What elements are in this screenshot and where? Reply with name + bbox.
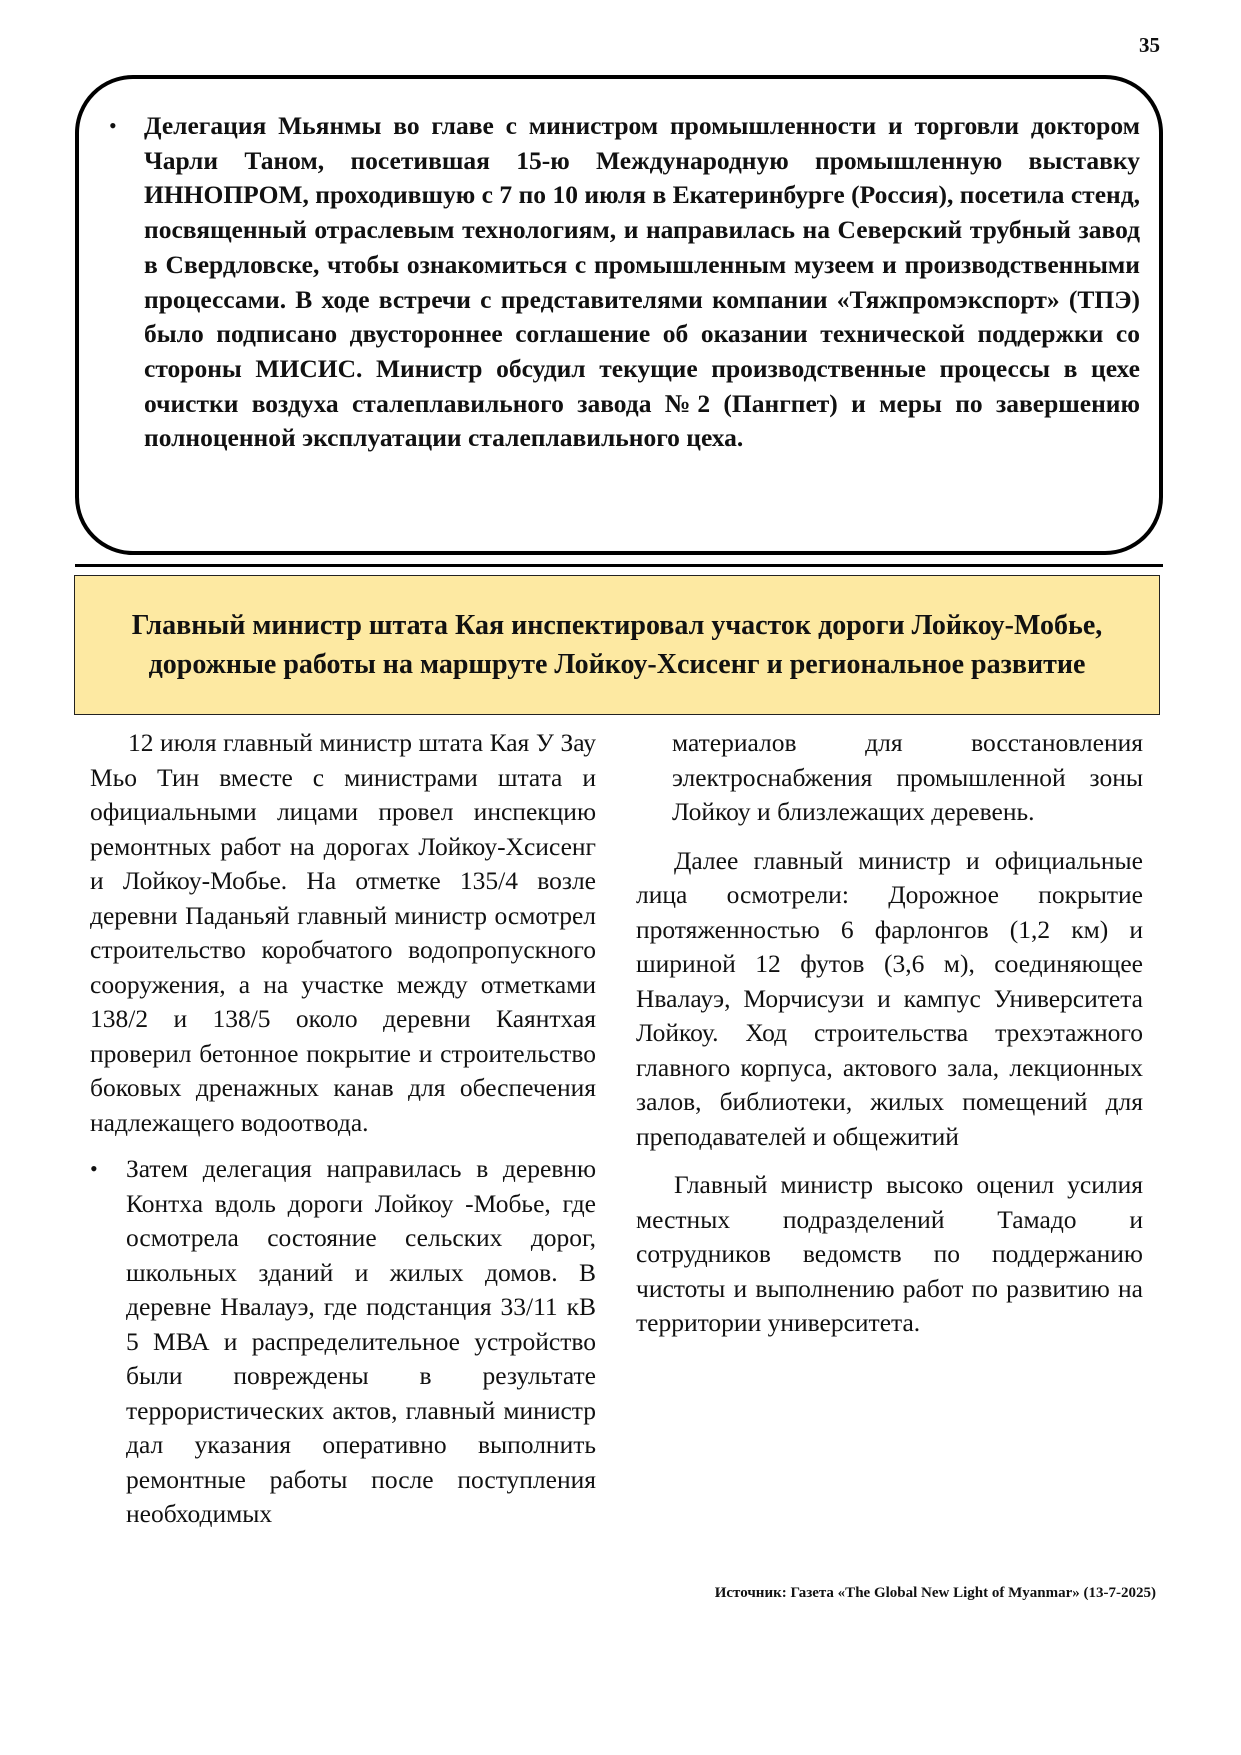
section-divider <box>75 564 1163 567</box>
continuation-paragraph: материалов для восстановления электроснабжения промышленной зоны Лойкоу и близлежащих деревень. <box>672 728 1143 826</box>
bullet-icon: • <box>90 1156 98 1181</box>
bullet-paragraph <box>90 1152 596 1532</box>
summary-box <box>75 75 1163 555</box>
headline-box <box>74 575 1160 715</box>
source-citation: Источник: Газета «The Global New Light of Myanmar» (13-7-2025) <box>714 1585 1156 1601</box>
summary-bullet-text: Делегация Мьянмы во главе с министром промышленности и торговли доктором Чарли Таном, посетившая 15-ю Международную промышленную выставку ИННОПРОМ, проходившую с 7 по 10 июля в Екатеринбурге (Россия), посетила стенд, посвященный отраслевым технологиям, и направилась на Северский трубный завод в Свердловске, чтобы ознакомиться с промышленным музеем и производственными процессами. В ходе встречи с представителями компании «Тяжпромэкспорт» (ТПЭ) было подписано двустороннее соглашение об оказании технической поддержки со стороны МИСИС. Министр обсудил текущие производственные процессы в цехе очистки воздуха сталеплавильного завода №2 (Пангпет) и меры по завершению полноценной эксплуатации сталеплавильного цеха. <box>144 111 1140 453</box>
article-headline: Главный министр штата Кая инспектировал участок дороги Лойкоу-Мобье, дорожные работы на маршруте Лойкоу-Хсисенг и региональное развитие <box>131 610 1103 680</box>
article-paragraph-3: Главный министр высоко оценил усилия местных подразделений Тамадо и сотрудников ведомств по поддержанию чистоты и выполнению работ по развитию на территории университета. <box>636 1170 1143 1337</box>
page-number: 35 <box>1139 33 1160 57</box>
left-column <box>90 726 596 1532</box>
article-paragraph-2: Далее главный министр и официальные лица осмотрели: Дорожное покрытие протяженностью 6 фарлонгов (1,2 км) и шириной 12 футов (3,6 м), соединяющее Нвалауэ, Морчисузи и кампус Университета Лойкоу. Ход строительства трехэтажного главного корпуса, актового зала, лекционных залов, библиотеки, жилых помещений для преподавателей и общежитий <box>636 845 1143 1151</box>
bullet-icon: • <box>109 113 117 138</box>
article-paragraph-1: 12 июля главный министр штата Кая У Зау Мьо Тин вместе с министрами штата и официальными лицами провел инспекцию ремонтных работ на дорогах Лойкоу-Хсисенг и Лойкоу-Мобье. На отметке 135/4 возле деревни Паданьяй главный министр осмотрел строительство коробчатого водопропускного сооружения, а на участке между отметками 138/2 и 138/5 около деревни Каянтхая проверил бетонное покрытие и строительство боковых дренажных канав для обеспечения надлежащего водоотвода. <box>90 728 596 1137</box>
bullet-paragraph-text: Затем делегация направилась в деревню Контха вдоль дороги Лойкоу -Мобье, где осмотрела состояние сельских дорог, школьных зданий и жилых домов. В деревне Нвалауэ, где подстанция 33/11 кВ 5 МВА и распределительное устройство были повреждены в результате террористических актов, главный министр дал указания оперативно выполнить ремонтные работы после поступления необходимых <box>126 1154 596 1528</box>
right-column <box>636 726 1143 1341</box>
